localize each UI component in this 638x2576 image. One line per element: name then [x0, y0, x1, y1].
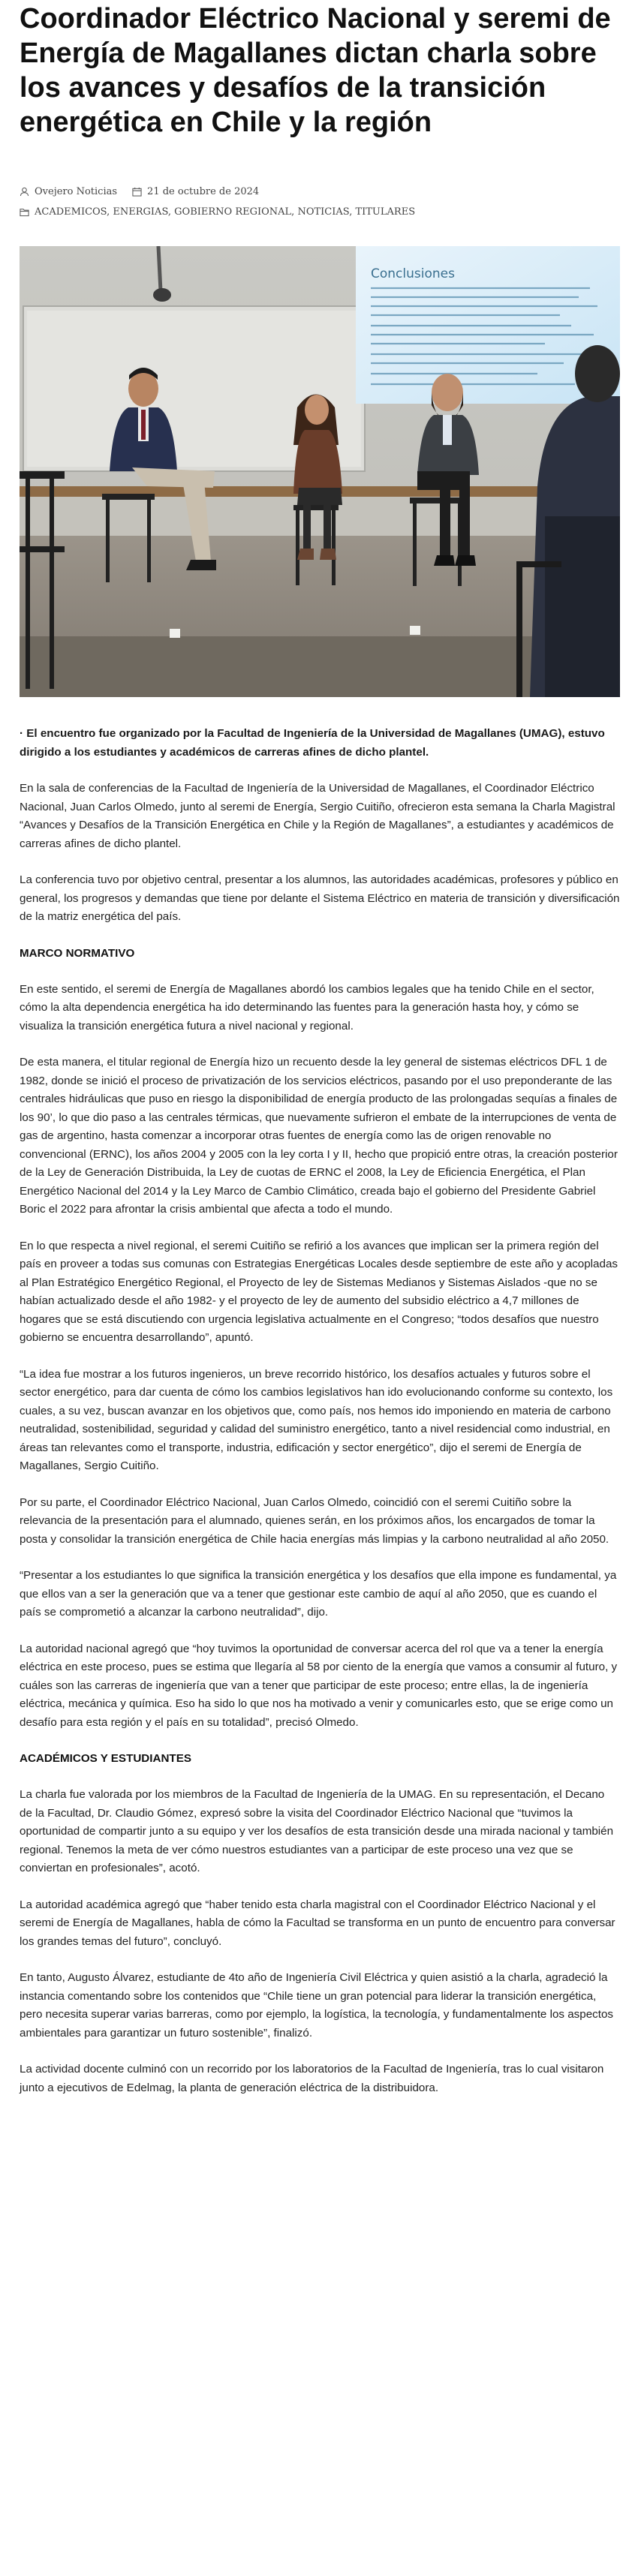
paragraph-1: En la sala de conferencias de la Facultad de Ingeniería de la Universidad de Magallanes, el Coordinador Eléctrico Nacional, Juan Carlos Olmedo, junto al seremi de Energía, Sergio Cuitiño, ofrecieron esta semana la Charla Magistral “Avances y Desafíos de la Transición Energética en Chile y la Región de Magallanes”, a estudiantes y académicos de carreras afines de dicho plantel. [20, 782, 615, 850]
user-icon [20, 187, 29, 197]
article-photo [20, 246, 620, 697]
category-meta [20, 206, 415, 218]
paragraph-3: En este sentido, el seremi de Energía de Magallanes abordó los cambios legales que ha tenido Chile en el sector, cómo la alta dependencia energética ha ido determinando las fuentes para la generación hasta hoy, y cómo se visualiza la transición energética futura a nivel nacional y regional. [20, 982, 594, 1033]
slide-title: Conclusiones [371, 266, 455, 281]
paragraph-12: En tanto, Augusto Álvarez, estudiante de 4to año de Ingeniería Civil Eléctrica y quien asistió a la charla, agradeció la instancia comentando sobre los contenidos que “Chile tiene un gran potencial para liderar la transición energética, pero necesita superar varias barreras, como por ejemplo, la logística, la tecnología, y fundamentalmente los aspectos ambientales para garantizar un futuro sostenible”, finalizó. [20, 1971, 614, 2039]
article-body [20, 725, 620, 2115]
paragraph-13: La actividad docente culminó con un recorrido por los laboratorios de la Facultad de Ingeniería, tras lo cual visitaron junto a ejecutivos de Edelmag, la planta de generación eléctrica de la distribuidora. [20, 2063, 604, 2094]
publish-date: 21 de octubre de 2024 [147, 186, 260, 197]
author-name[interactable]: Ovejero Noticias [35, 186, 118, 197]
paragraph-10: La charla fue valorada por los miembros de la Facultad de Ingeniería de la UMAG. En su representación, el Decano de la Facultad, Dr. Claudio Gómez, expresó sobre la visita del Coordinador Eléctrico Nacional que “tuvimos la oportunidad de compartir junto a su equipo y ver los desafíos de esta transición desde una mirada nacional y también regional. Tenemos la meta de ver cómo nuestros estudiantes van a participar de este proceso una vez que se conviertan en profesionales”, acotó. [20, 1788, 614, 1874]
category-list[interactable]: ACADEMICOS, ENERGIAS, GOBIERNO REGIONAL, NOTICIAS, TITULARES [35, 206, 416, 218]
section-heading-academicos: ACADÉMICOS Y ESTUDIANTES [20, 1752, 191, 1765]
paragraph-11: La autoridad académica agregó que “haber tenido esta charla magistral con el Coordinador Eléctrico Nacional y el seremi de Energía de Magallanes, habla de cómo la Facultad se transforma en un punto de encuentro para conversar los grandes temas del futuro”, concluyó. [20, 1898, 615, 1948]
paragraph-8: “Presentar a los estudiantes lo que significa la transición energética y los desafíos que ella impone es fundamental, ya que ellos van a ser la generación que va a tener que gestionar este cambio de aquí al año 2050, que es cuando el país se comprometió a alcanzar la carbono neutralidad”, dijo. [20, 1569, 617, 1619]
article [20, 0, 620, 2094]
paragraph-6: “La idea fue mostrar a los futuros ingenieros, un breve recorrido histórico, los desafíos actuales y futuros sobre el sector energético, para dar cuenta de cómo los cambios legislativos han ido evolucionando conforme su contexto, los cuales, a su vez, buscan avanzar en los objetivos que, como país, nos hemos ido imponiendo en materia de carbono neutralidad, sostenibilidad, seguridad y calidad del suministro energético, tanto a nivel residencial como industrial, en áreas tan relevantes como el transporte, industria, edificación y sector energético”, dijo el seremi de Energía de Magallanes, Sergio Cuitiño. [20, 1367, 613, 1472]
paragraph-4: De esta manera, el titular regional de Energía hizo un recuento desde la ley general de sistemas eléctricos DFL 1 de 1982, donde se inició el proceso de privatización de los servicios eléctricos, pasando por el uso preponderante de las centrales hidráulicas que puso en riesgo la disponibilidad de energía producto de las prolongadas sequías a finales de los 90’, lo que dio paso a las centrales térmicas, que nuevamente sufrieron el embate de la interrupciones de venta de gas de argentino, hasta comenzar a incorporar otras fuentes de energía como las de origen renovable no convencional (ERNC), los años 2004 y 2005 con la ley corta I y II, hecho que propició entre otras, la creación posterior de la Ley de Generación Distribuida, la Ley de cuotas de ERNC el 2008, la Ley de Eficiencia Energética, el Plan Energético Nacional del 2014 y la Ley Marco de Cambio Climático, creada bajo el gobierno del Presidente Gabriel Boric el 2022 para afrontar la crisis ambiental que afecta a todo el mundo. [20, 1056, 618, 1216]
author-meta[interactable] [20, 186, 117, 197]
paragraph-2: La conferencia tuvo por objetivo central, presentar a los alumnos, las autoridades académicas, profesores y público en general, los progresos y demandas que tiene por delante el Sistema Eléctrico en materia de transición y diversificación de la matriz energética del país. [20, 873, 620, 923]
paragraph-7: Por su parte, el Coordinador Eléctrico Nacional, Juan Carlos Olmedo, coincidió con el seremi Cuitiño sobre la relevancia de la presentación para el alumnado, quienes serán, en los próximos años, los encargados de tomar la posta y consolidar la transición energética de Chile hacia energías más limpias y la carbono neutralidad al año 2050. [20, 1495, 609, 1546]
article-lead: · El encuentro fue organizado por la Facultad de Ingeniería de la Universidad de Magallanes (UMAG), estuvo dirigido a los estudiantes y académicos de carreras afines de dicho plantel. [20, 727, 605, 759]
date-meta [132, 186, 259, 197]
paragraph-5: En lo que respecta a nivel regional, el seremi Cuitiño se refirió a los avances que implican ser la primera región del país en proveer a todas sus comunas con Estrategias Energéticas Locales desde septiembre de este año y acopladas al Plan Estratégico Energético Regional, el Proyecto de ley de Sistemas Medianos y Sistemas Aislados -que no se habían actualizado desde el año 1982- y el proyecto de ley de aumento del subsidio eléctrico a 4,7 millones de hogares que se está discutiendo con urgencia legislativa actualmente en el Congreso; “todos desafíos que nuestro gobierno se encuentra desarrollando”, apuntó. [20, 1239, 618, 1344]
article-meta [20, 186, 259, 197]
folder-icon [20, 207, 29, 217]
conference-photo [20, 246, 620, 697]
article-title: Coordinador Eléctrico Nacional y seremi de Energía de Magallanes dictan charla sobre los avances y desafíos de la transición energética en Chile y la región [20, 3, 611, 138]
section-heading-marco-normativo: MARCO NORMATIVO [20, 946, 135, 960]
paragraph-9: La autoridad nacional agregó que “hoy tuvimos la oportunidad de conversar acerca del rol que va a tener la energía eléctrica en este proceso, pues se estima que llegaría al 58 por ciento de la energía que vamos a consumir al futuro, y cuáles son las carreras de ingeniería que van a tener que participar de este proceso; entre ellas, la de ingeniería eléctrica, mecánica y química. Eso ha sido lo que nos ha motivado a venir y comunicarles esto, que se erige como un desafío para esta región y el país en su totalidad”, precisó Olmedo. [20, 1642, 618, 1729]
calendar-icon [132, 187, 142, 197]
